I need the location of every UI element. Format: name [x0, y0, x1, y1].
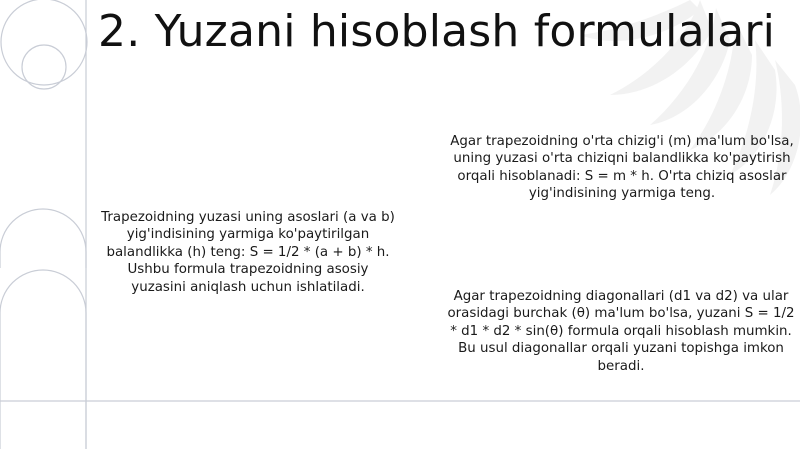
lower-arch — [0, 270, 86, 449]
small-circle — [22, 45, 66, 89]
page-title: 2. Yuzani hisoblash formulalari — [98, 6, 776, 57]
paragraph-midline-formula: Agar trapezoidning o'rta chizig'i (m) ma'lum bo'lsa, uning yuzasi o'rta chiziqni balandlikka ko'paytirish orqali hisoblanadi: S = m * h. O'rta chiziq asoslar yig'indisining yarmiga teng. — [450, 134, 794, 202]
paragraph-basic-formula: Trapezoidning yuzasi uning asoslari (a va b) yig'indisining yarmiga ko'paytirilgan balandlikka (h) teng: S = 1/2 * (a + b) * h. Ushbu formula trapezoidning asosiy yuzasini aniqlash uchun ishlatiladi. — [101, 210, 395, 295]
paragraph-diagonal-formula: Agar trapezoidning diagonallari (d1 va d2) va ular orasidagi burchak (θ) ma'lum bo'lsa, yuzani S = 1/2 * d1 * d2 * sin(θ) formula orqali hisoblash mumkin. Bu usul diagonallar orqali yuzani topishga imkon beradi. — [447, 289, 795, 374]
upper-arch — [0, 209, 86, 268]
large-circle — [1, 0, 87, 85]
